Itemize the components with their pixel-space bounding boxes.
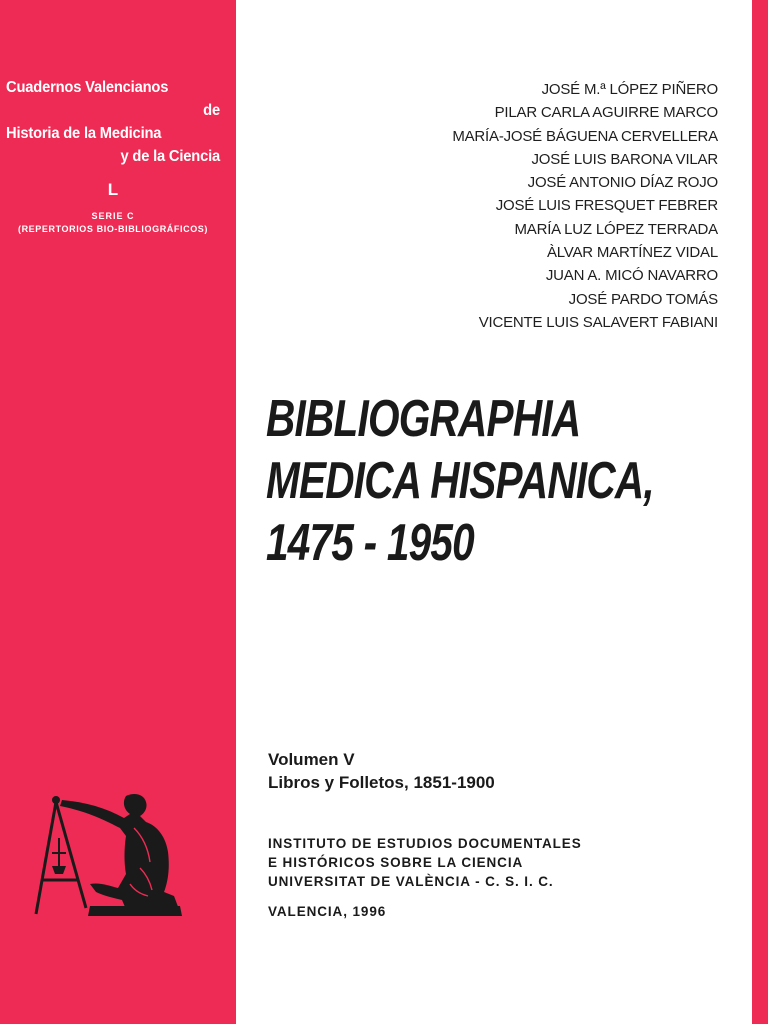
- publisher-line-2: E HISTÓRICOS SOBRE LA CIENCIA: [268, 855, 524, 870]
- author-name: JUAN A. MICÓ NAVARRO: [545, 267, 718, 285]
- series-serie-label: SERIE C: [91, 211, 135, 221]
- title-line-1: BIBLIOGRAPHIA: [266, 390, 581, 448]
- author-name: JOSÉ ANTONIO DÍAZ ROJO: [527, 174, 718, 192]
- compass-hinge: [52, 796, 60, 804]
- series-title-line-4: y de la Ciencia: [120, 148, 220, 165]
- author-name: JOSÉ PARDO TOMÁS: [568, 290, 718, 308]
- book-title: [266, 388, 726, 574]
- volume-subtitle: Libros y Folletos, 1851-1900: [268, 773, 495, 792]
- volume-info: [268, 748, 495, 794]
- series-block: [6, 76, 220, 236]
- series-title-line-3: Historia de la Medicina: [6, 125, 162, 142]
- scholar-with-compass-icon: [30, 788, 190, 918]
- plumb-ornament: [52, 838, 66, 874]
- right-color-band: [752, 0, 768, 1024]
- publisher-line-1: INSTITUTO DE ESTUDIOS DOCUMENTALES: [268, 836, 582, 851]
- publisher-line-3: UNIVERSITAT DE VALÈNCIA - C. S. I. C.: [268, 874, 554, 889]
- author-name: JOSÉ LUIS BARONA VILAR: [531, 150, 718, 168]
- author-list: [298, 78, 718, 334]
- series-title-line-1: Cuadernos Valencianos: [6, 79, 169, 96]
- publisher: [268, 834, 582, 891]
- place-and-date: VALENCIA, 1996: [268, 904, 387, 919]
- series-number: L: [107, 180, 119, 199]
- series-title-line-2: de: [203, 102, 220, 119]
- left-color-band: [0, 0, 236, 1024]
- author-name: MARÍA LUZ LÓPEZ TERRADA: [514, 220, 718, 238]
- author-name: JOSÉ LUIS FRESQUET FEBRER: [495, 197, 718, 215]
- title-line-2: MEDICA HISPANICA,: [266, 452, 654, 510]
- compass-shape: [36, 802, 86, 914]
- author-name: JOSÉ M.ª LÓPEZ PIÑERO: [541, 81, 718, 98]
- author-name: ÀLVAR MARTÍNEZ VIDAL: [546, 244, 718, 262]
- volume-number: Volumen V: [268, 750, 355, 769]
- author-name: MARÍA-JOSÉ BÁGUENA CERVELLERA: [452, 127, 718, 145]
- scholar-figure: [60, 794, 182, 916]
- author-name: VICENTE LUIS SALAVERT FABIANI: [478, 313, 718, 331]
- author-name: PILAR CARLA AGUIRRE MARCO: [494, 104, 718, 122]
- series-repertorios-label: (REPERTORIOS BIO-BIBLIOGRÁFICOS): [17, 224, 209, 234]
- title-line-3: 1475 - 1950: [266, 514, 474, 572]
